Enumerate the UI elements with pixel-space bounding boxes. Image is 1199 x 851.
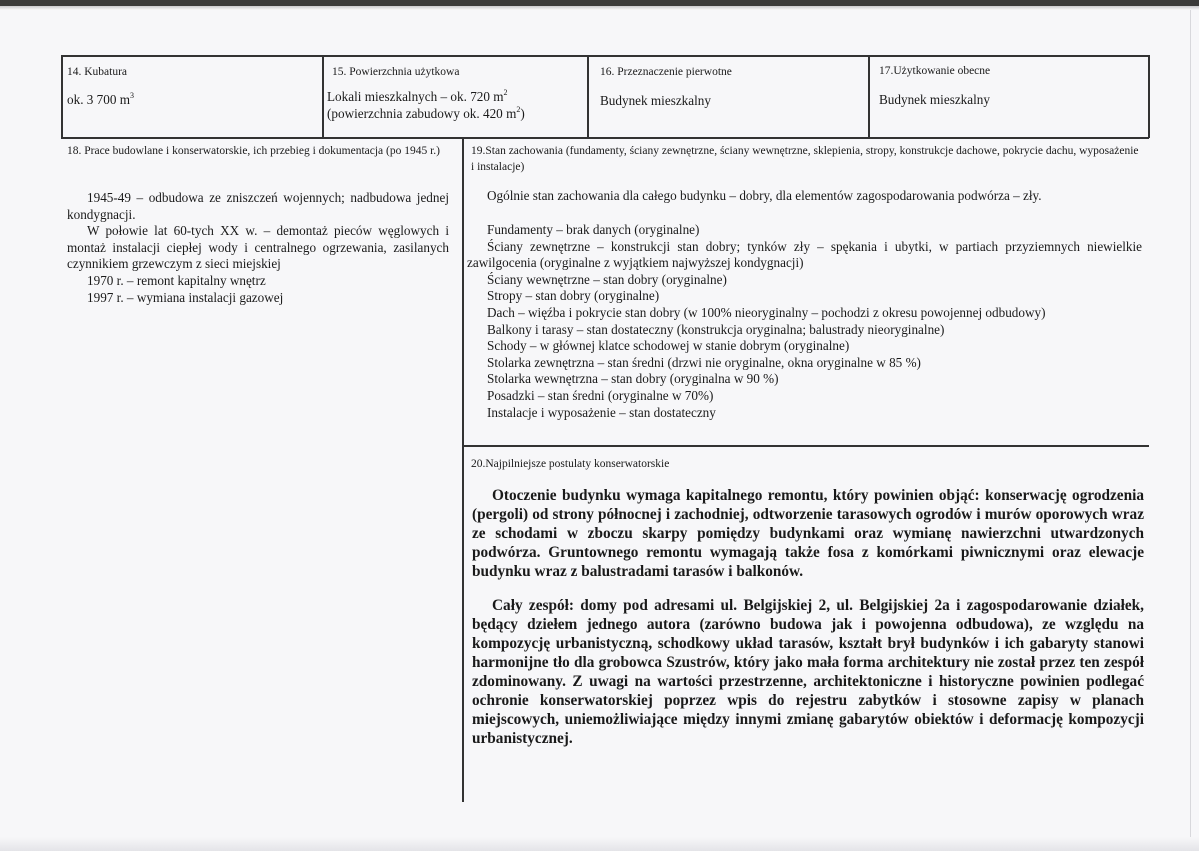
condition-item: Ściany zewnętrzne – konstrukcji stan dobry; tynków zły – spękania i ubytki, w partiach przyziemnych niewielkie zawilgocenia (oryginalne z wyjątkiem najwyższej kondygnacji)	[467, 238, 1142, 271]
section18-label: 18. Prace budowlane i konserwatorskie, ich przebieg i dokumentacja (po 1945 r.)	[67, 145, 440, 157]
row1-left-border	[61, 55, 63, 138]
condition-item: Ściany wewnętrzne – stan dobry (oryginalne)	[487, 271, 727, 287]
row1-bottom-border	[61, 137, 1149, 139]
section18-entry: 1970 r. – remont kapitalny wnętrz	[87, 272, 266, 288]
scan-shadow	[0, 6, 1199, 10]
section20-paragraphs	[472, 486, 1144, 748]
scan-right-edge	[1190, 10, 1191, 840]
condition-item: Stropy – stan dobry (oryginalne)	[487, 288, 660, 304]
condition-item: Dach – więźba i pokrycie stan dobry (w 100% nieoryginalny – pochodzi z okresu powojennej odbudowy)	[487, 304, 1046, 320]
uzytkowanie-value: Budynek mieszkalny	[879, 92, 990, 107]
powierzchnia-value	[327, 89, 525, 122]
kubatura-unit-exponent: 3	[130, 91, 135, 100]
section18-entry: 1945-49 – odbudowa ze zniszczeń wojennych; nadbudowa jednej kondygnacji.	[67, 190, 449, 222]
scan-bottom-edge	[0, 837, 1199, 851]
przeznaczenie-label: 16. Przeznaczenie pierwotne	[600, 66, 732, 78]
row1-right-border	[1148, 55, 1150, 138]
section20-label: 20.Najpilniejsze postulaty konserwatorskie	[471, 458, 670, 470]
kubatura-label: 14. Kubatura	[67, 66, 128, 78]
condition-item: Schody – w głównej klatce schodowej w stanie dobrym (oryginalne)	[487, 338, 850, 354]
condition-item: Balkony i tarasy – stan dostateczny (konstrukcja oryginalna; balustrady nieoryginalne)	[487, 321, 945, 337]
przeznaczenie-value: Budynek mieszkalny	[600, 93, 711, 108]
section18-entry: W połowie lat 60-tych XX w. – demontaż pieców węglowych i montaż instalacji ciepłej wody i centralnego ogrzewania, zasilanych czynnikiem grzewczym z sieci miejskiej	[67, 223, 449, 272]
condition-item: Fundamenty – brak danych (oryginalne)	[487, 222, 700, 237]
section18-entries	[67, 190, 449, 306]
condition-item: Stolarka wewnętrzna – stan dobry (oryginalna w 90 %)	[487, 371, 779, 387]
condition-item: Posadzki – stan średni (oryginalne w 70%)	[487, 387, 714, 403]
condition-item: Instalacje i wyposażenie – stan dostateczny	[487, 404, 716, 420]
powierzchnia-label: 15. Powierzchnia użytkowa	[332, 66, 460, 78]
row1-divider-2	[587, 55, 589, 138]
section19-20-divider	[462, 445, 1149, 447]
row1-divider-1	[322, 55, 324, 138]
section18-entry: 1997 r. – wymiana instalacji gazowej	[87, 289, 284, 305]
section19-items	[467, 222, 1142, 421]
powierzchnia-line2-exponent: 2	[516, 104, 521, 114]
row1-divider-3	[868, 55, 870, 138]
kubatura-value-text: ok. 3 700 m	[67, 92, 131, 107]
uzytkowanie-label: 17.Użytkowanie obecne	[879, 65, 991, 77]
row1-top-border	[61, 55, 1149, 57]
section19-label: 19.Stan zachowania (fundamenty, ściany zewnętrzne, ściany wewnętrzne, sklepienia, stropy, konstrukcje dachowe, pokrycie dachu, wyposażenie i instalacje)	[471, 145, 1139, 173]
powierzchnia-line2-suffix: )	[520, 105, 525, 121]
section-vertical-divider	[462, 137, 464, 802]
postulate-paragraph: Cały zespół: domy pod adresami ul. Belgijskiej 2, ul. Belgijskiej 2a i zagospodarowanie działek, będący dziełem jednego autora (zarówno budowa jak i powojenna odbudowa), ze względu na kompozycję urbanistyczną, schodkowy układ tarasów, kształt brył budynków i ich gabaryty stanowi harmonijne tło dla grobowca Szustrów, który jako mała forma architektury nie został przez ten zespół zdominowany. Z uwagi na wartości przestrzenne, architektoniczne i historyczne powinien podlegać ochronie konserwatorskiej poprzez wpis do rejestru zabytków i stosowne zapisy w planach miejscowych, uniemożliwiające między innymi zmianę gabarytów obiektów i deformację kompozycji urbanistycznej.	[472, 597, 1144, 747]
powierzchnia-line1-exponent: 2	[503, 88, 508, 97]
postulate-paragraph: Otoczenie budynku wymaga kapitalnego remontu, który powinien objąć: konserwację ogrodzenia (pergoli) od strony północnej i zachodniej, odtworzenie tarasowych ogrodów i murów oporowych wraz ze schodami w zboczu skarpy pomiędzy budynkami oraz wymianę nawierzchni utwardzonych podwórza. Gruntownego remontu wymagają także fosa z komórkami piwnicznymi oraz elewacje budynku wraz z balustradami tarasów i balkonów.	[472, 487, 1144, 580]
powierzchnia-line2: (powierzchnia zabudowy ok. 420 m	[327, 105, 517, 121]
kubatura-value	[67, 92, 134, 109]
section19-summary: Ogólnie stan zachowania dla całego budynku – dobry, dla elementów zagospodarowania podwórza – zły.	[487, 188, 1042, 203]
condition-item: Stolarka zewnętrzna – stan średni (drzwi nie oryginalne, okna oryginalne w 85 %)	[487, 354, 921, 370]
powierzchnia-line1: Lokali mieszkalnych – ok. 720 m	[327, 89, 504, 104]
